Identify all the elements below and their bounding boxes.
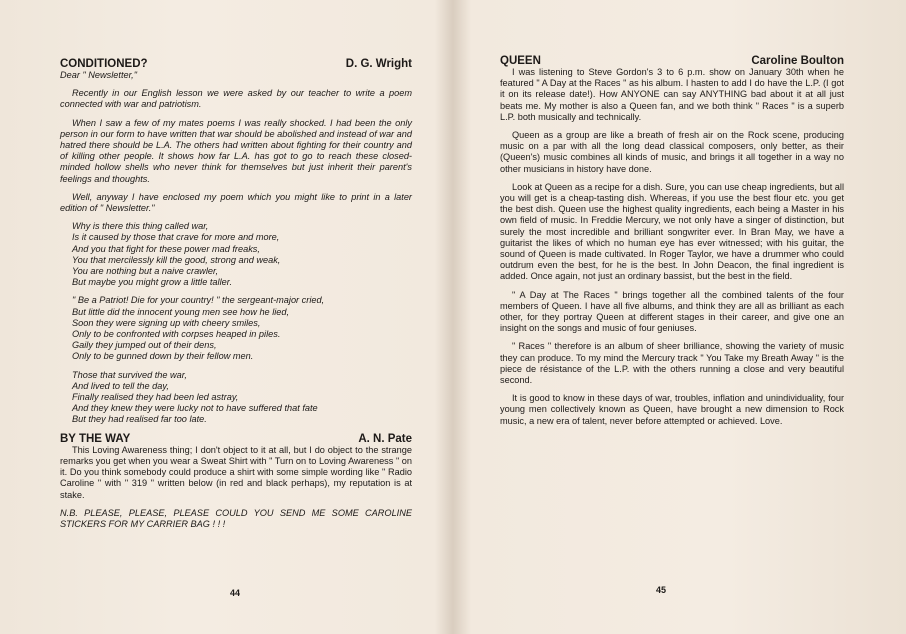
- page-number: 45: [656, 585, 667, 595]
- poem-line: Gaily they jumped out of their dens,: [72, 340, 217, 351]
- paragraph: It is good to know in these days of war, troubles, inflation and unindividuality, four young men collectively known as Queen, have brought a new dimension to Rock music, a new era of talent, never before attempted or achieved. Love.: [500, 393, 844, 426]
- poem-line: " Be a Patriot! Die for your country! " the sergeant-major cried,: [72, 295, 325, 306]
- poem-line: Finally realised they had been led astray,: [72, 392, 239, 403]
- article-title: BY THE WAY: [60, 432, 131, 445]
- article-header: [60, 58, 412, 70]
- nb-note: N.B. PLEASE, PLEASE, PLEASE COULD YOU SEND ME SOME CAROLINE STICKERS FOR MY CARRIER BAG ! ! !: [60, 507, 412, 529]
- paragraph: When I saw a few of my mates poems I was really shocked. I had been the only person in our form to have written that war should be abolished and instead of war and hatred there should be L.A. The others had written about fighting for their country and of killing other people. It shows how far L.A. has got to go to reach these closed-minded hollow shells who never think for themselves but just inherit their parent's feelings and thoughts.: [60, 117, 412, 184]
- paragraph: " A Day at The Races " brings together all the combined talents of the four members of Queen. I have all five albums, and think they are all as brilliant as each other, for they portray Queen at different stages in their career, and give one an insight on the songs and music of four geniuses.: [500, 289, 844, 334]
- paragraph: Look at Queen as a recipe for a dish. Sure, you can use cheap ingredients, but all you will get is a cheap-tasting dish. Whereas, if you use the best flour etc. you get the best dish. Queen use the highest quality ingredients, each being a Master in his own field of music. In Freddie Mercury, we not only have a singer of distinction, but surely the most incredible and brilliant songwriter ever. In Bran May, we have a guitarist the likes of which no human eye has ever witnessed; with his guitar, the sound of Queen is made cultivated. In Roger Taylor, we have a drummer who could outdrum even the best, for he is the best. In John Deacon, the final ingredient is added. Once again, not just an ordinary bassist, but the best in the field.: [500, 181, 844, 282]
- poem-line: And you that fight for these power mad freaks,: [72, 243, 260, 254]
- article-header: [500, 55, 844, 67]
- poem-line: Why is there this thing called war,: [72, 221, 209, 232]
- left-page: [60, 0, 412, 634]
- poem-line: But maybe you might grow a little taller.: [72, 277, 233, 288]
- poem-line: Those that survived the war,: [72, 369, 187, 380]
- poem-line: You are nothing but a naive crawler,: [72, 266, 219, 277]
- article-author: A. N. Pate: [358, 432, 412, 445]
- article-author: D. G. Wright: [345, 58, 412, 70]
- poem-stanza: [72, 370, 412, 426]
- paragraph: This Loving Awareness thing; I don't object to it at all, but I do object to the strange remarks you get when you wear a Sweat Shirt with " Turn on to Loving Awareness " on it. Do you think somebody could produce a shirt with some simple wording like " Radio Caroline " with " 319 " written below (in red and black perhaps), my reputation is at stake.: [60, 444, 412, 500]
- poem-line: Only to be gunned down by their fellow men.: [72, 351, 254, 362]
- poem-line: And they knew they were lucky not to have suffered that fate: [72, 403, 318, 414]
- paragraph: Recently in our English lesson we were asked by our teacher to write a poem connected with war and patriotism.: [60, 88, 412, 110]
- paragraph: Queen as a group are like a breath of fresh air on the Rock scene, producing music on a par with all the long dead classical composers, only better, as their (Queen's) music combines all kinds of music, and brings it all together in a way no other musicians in history have done.: [500, 130, 844, 174]
- paragraph: I was listening to Steve Gordon's 3 to 6 p.m. show on January 30th when he featured " A Day at the Races " as his album. I hasten to add I do have the L.P. (I got it on its release date!). How ANYONE can say ANYTHING bad about it at all just beats me. My mother is also a Queen fan, and we both think " Races " is a superb L.P. both musically and technically.: [500, 67, 844, 122]
- poem-line: Soon they were signing up with cheery smiles,: [72, 317, 261, 328]
- paragraph: " Races " therefore is an album of sheer brilliance, showing the variety of music they can produce. To my mind the Mercury track " You Take my Breath Away " is the piece de résistance of the L.P. with the others running a close and very beautiful second.: [500, 341, 844, 386]
- poem-stanza: [72, 221, 412, 288]
- poem-line: And lived to tell the day,: [72, 380, 169, 391]
- salutation: Dear " Newsletter,": [60, 70, 137, 80]
- poem-line: You that mercilessly kill the good, strong and weak,: [72, 254, 281, 265]
- poem-stanza: [72, 295, 412, 362]
- paragraph: Well, anyway I have enclosed my poem which you might like to print in a later edition of " Newsletter.": [60, 191, 412, 214]
- article-author: Caroline Boulton: [751, 55, 844, 67]
- right-page: [500, 0, 844, 634]
- poem-line: Only to be confronted with corpses heaped in piles.: [72, 329, 281, 340]
- page-number: 44: [230, 588, 241, 598]
- article-title: QUEEN: [500, 55, 541, 67]
- poem-line: But they had realised far too late.: [72, 414, 207, 425]
- poem-line: But little did the innocent young men see how he lied,: [72, 306, 290, 317]
- article-header: [60, 433, 412, 445]
- poem-line: Is it caused by those that crave for more and more,: [72, 232, 280, 243]
- article-title: CONDITIONED?: [60, 58, 148, 70]
